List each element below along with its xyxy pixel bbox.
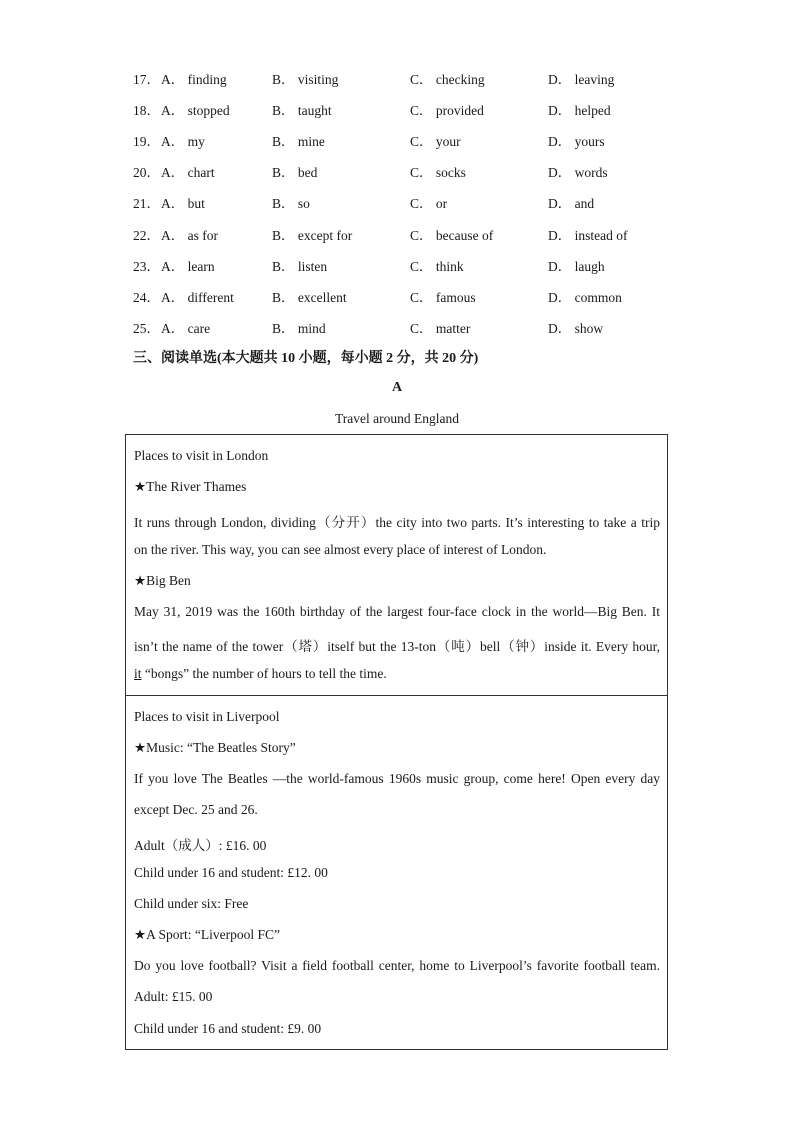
option-d: D． helped <box>548 103 611 118</box>
option-c: C． provided <box>410 103 484 118</box>
option-b: B． bed <box>272 165 318 180</box>
option-a: A． care <box>161 321 211 336</box>
question-row-24 <box>133 286 693 306</box>
question-row-18 <box>133 99 693 119</box>
question-number: 17． <box>133 72 160 87</box>
option-d: D． instead of <box>548 228 628 243</box>
question-number: 19． <box>133 134 160 149</box>
option-c: C． matter <box>410 321 471 336</box>
option-d: D． show <box>548 321 604 336</box>
price-child-football: Child under 16 and student: £9. 00 <box>134 1021 322 1036</box>
beatles-text-line: If you love The Beatles —the world-famous 1960s music group, come here! Open every day <box>134 771 660 786</box>
liverpool-heading: Places to visit in Liverpool <box>134 709 280 724</box>
question-row-19 <box>133 130 693 150</box>
beatles-text-line: except Dec. 25 and 26. <box>134 802 258 817</box>
section-title: 三、阅读单选(本大题共 10 小题，每小题 2 分，共 20 分) <box>133 351 479 366</box>
option-b: B． taught <box>272 103 332 118</box>
question-number: 23． <box>133 259 160 274</box>
option-d: D． leaving <box>548 72 615 87</box>
question-number: 22． <box>133 228 160 243</box>
big-ben-text-line: isn’t the name of the tower（塔）itself but the 13-ton（吨）bell（钟）inside it. Every hour, <box>134 639 660 654</box>
big-ben-text-line <box>134 666 387 682</box>
option-d: D． laugh <box>548 259 605 274</box>
option-b: B． mind <box>272 321 326 336</box>
question-row-20 <box>133 161 693 181</box>
question-row-17 <box>133 68 693 88</box>
option-a: A． stopped <box>161 103 230 118</box>
option-b: B． except for <box>272 228 353 243</box>
beatles-title: ★Music: “The Beatles Story” <box>134 740 296 755</box>
option-a: A． finding <box>161 72 227 87</box>
option-a: A． but <box>161 196 205 211</box>
question-row-23 <box>133 255 693 275</box>
big-ben-text-rest: “bongs” the number of hours to tell the time. <box>141 666 387 681</box>
question-number: 25． <box>133 321 160 336</box>
question-number: 24． <box>133 290 160 305</box>
thames-title: ★The River Thames <box>134 479 247 494</box>
option-a: A． different <box>161 290 234 305</box>
passage-title: Travel around England <box>335 411 459 426</box>
option-a: A． my <box>161 134 205 149</box>
thames-text-line: It runs through London, dividing（分开）the city into two parts. It’s interesting to take a trip <box>134 515 660 530</box>
option-c: C． your <box>410 134 461 149</box>
london-heading: Places to visit in London <box>134 448 269 463</box>
option-b: B． listen <box>272 259 328 274</box>
question-number: 21． <box>133 196 160 211</box>
big-ben-text-line: May 31, 2019 was the 160th birthday of the largest four-face clock in the world—Big Ben. It <box>134 604 660 619</box>
big-ben-title: ★Big Ben <box>134 573 191 588</box>
option-a: A． as for <box>161 228 218 243</box>
option-d: D． yours <box>548 134 605 149</box>
option-c: C． checking <box>410 72 485 87</box>
underlined-word: it <box>134 666 142 681</box>
option-a: A． learn <box>161 259 215 274</box>
passage-letter: A <box>391 380 403 395</box>
question-number: 18． <box>133 103 160 118</box>
option-a: A． chart <box>161 165 215 180</box>
london-box <box>125 434 668 696</box>
liverpool-box <box>125 695 668 1050</box>
football-title: ★A Sport: “Liverpool FC” <box>134 927 280 942</box>
question-number: 20． <box>133 165 160 180</box>
option-c: C． because of <box>410 228 494 243</box>
option-b: B． excellent <box>272 290 347 305</box>
option-b: B． so <box>272 196 310 211</box>
option-d: D． and <box>548 196 595 211</box>
option-c: C． famous <box>410 290 476 305</box>
option-b: B． mine <box>272 134 325 149</box>
price-child-under-six: Child under six: Free <box>134 896 249 911</box>
option-c: C． think <box>410 259 464 274</box>
option-c: C． socks <box>410 165 466 180</box>
thames-text-line: on the river. This way, you can see almost every place of interest of London. <box>134 542 547 557</box>
price-adult: Adult（成人）: £16. 00 <box>134 838 267 853</box>
option-d: D． words <box>548 165 608 180</box>
price-child-student: Child under 16 and student: £12. 00 <box>134 865 328 880</box>
option-b: B． visiting <box>272 72 339 87</box>
football-text-line: Do you love football? Visit a field football center, home to Liverpool’s favorite football team. <box>134 958 660 973</box>
question-row-21 <box>133 192 693 212</box>
option-c: C． or <box>410 196 448 211</box>
question-row-22 <box>133 224 693 244</box>
price-adult-football: Adult: £15. 00 <box>134 989 213 1004</box>
option-d: D． common <box>548 290 622 305</box>
question-row-25 <box>133 317 693 337</box>
